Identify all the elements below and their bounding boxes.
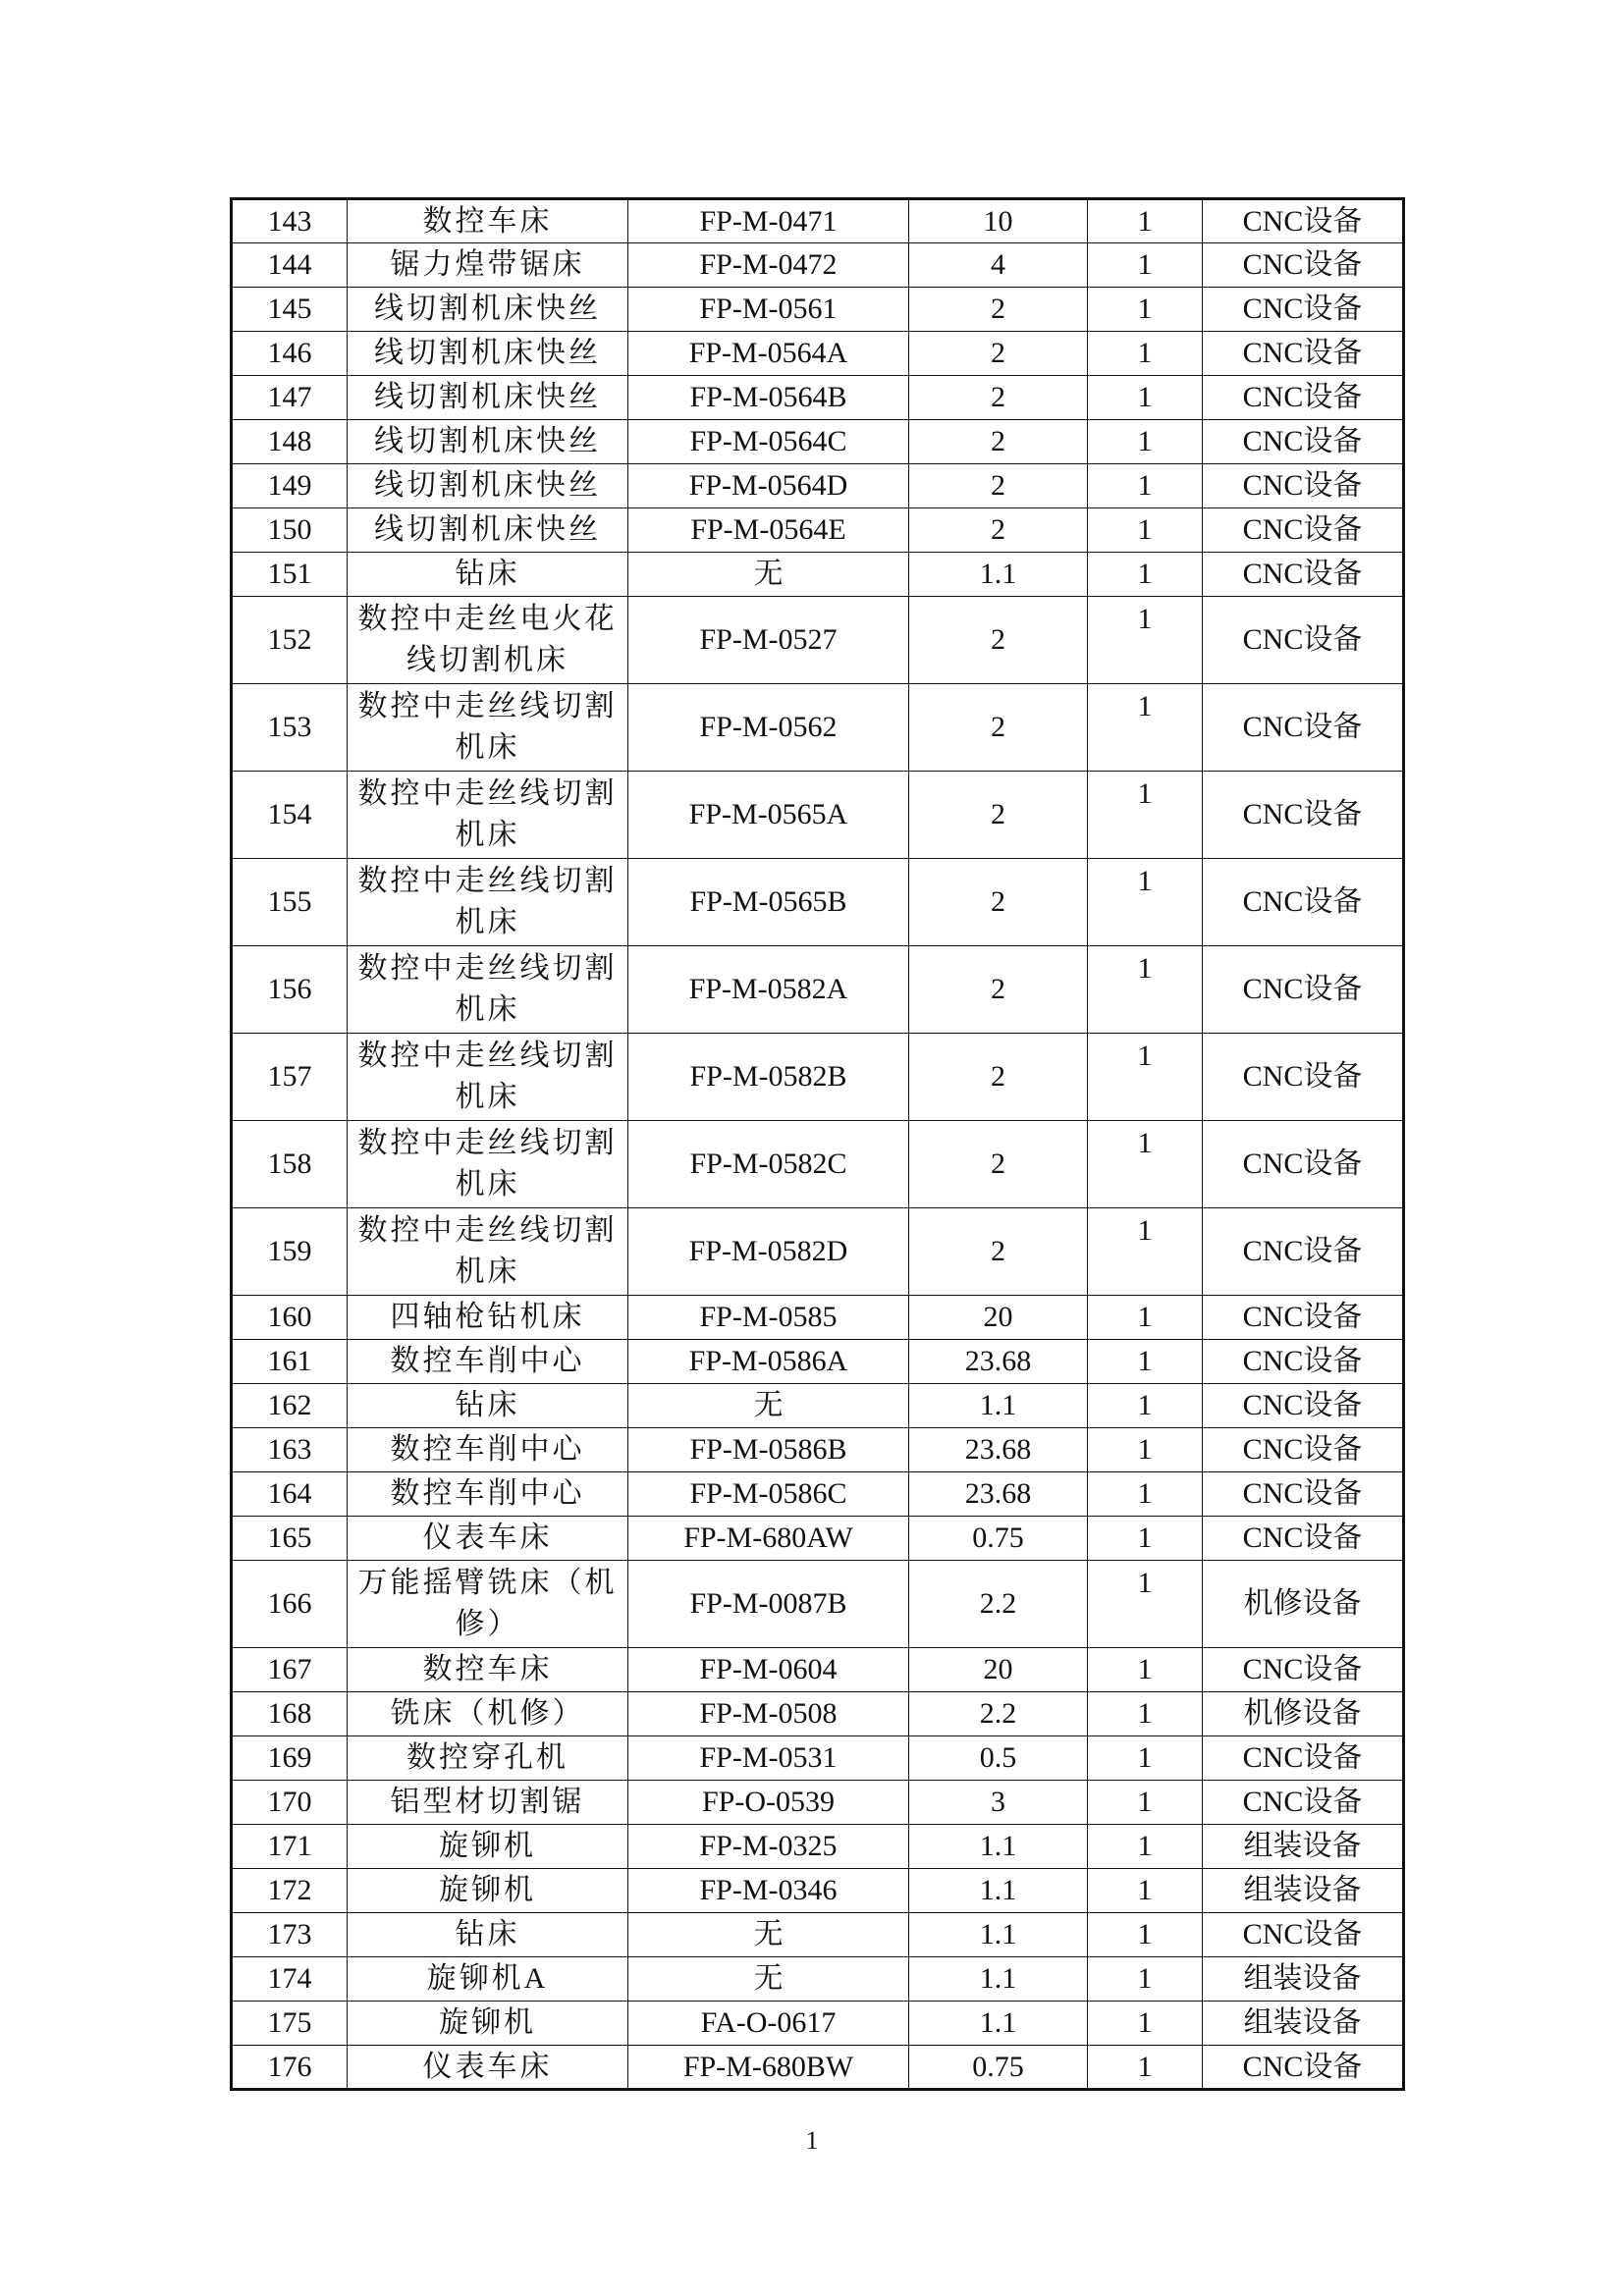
category-cell: 组装设备 — [1203, 1825, 1404, 1869]
equipment-name-cell: 线切割机床快丝 — [348, 508, 628, 553]
quantity-cell: 1 — [1088, 946, 1203, 1034]
power-cell: 2 — [909, 508, 1088, 553]
equipment-name-cell: 线切割机床快丝 — [348, 420, 628, 464]
equipment-code-cell: FA-O-0617 — [628, 2002, 909, 2046]
table-row — [232, 597, 1404, 684]
power-cell: 0.5 — [909, 1736, 1088, 1781]
quantity-cell: 1 — [1088, 1517, 1203, 1561]
equipment-code-cell: FP-M-0564C — [628, 420, 909, 464]
row-number-cell: 167 — [232, 1648, 348, 1692]
power-cell: 2 — [909, 1208, 1088, 1296]
equipment-code-cell: FP-M-0565A — [628, 772, 909, 859]
quantity-cell: 1 — [1088, 199, 1203, 243]
row-number-cell: 172 — [232, 1869, 348, 1913]
equipment-table-body — [232, 199, 1404, 2090]
category-cell: CNC设备 — [1203, 1913, 1404, 1957]
row-number-cell: 175 — [232, 2002, 348, 2046]
equipment-name-cell: 旋铆机A — [348, 1957, 628, 2002]
category-cell: 组装设备 — [1203, 1869, 1404, 1913]
row-number-cell: 158 — [232, 1121, 348, 1208]
power-cell: 23.68 — [909, 1428, 1088, 1472]
power-cell: 2 — [909, 332, 1088, 376]
equipment-name-cell: 数控车床 — [348, 199, 628, 243]
quantity-cell: 1 — [1088, 464, 1203, 508]
table-row — [232, 1825, 1404, 1869]
category-cell: CNC设备 — [1203, 332, 1404, 376]
power-cell: 2 — [909, 859, 1088, 946]
equipment-table — [230, 197, 1405, 2091]
category-cell: CNC设备 — [1203, 243, 1404, 288]
category-cell: CNC设备 — [1203, 1472, 1404, 1517]
power-cell: 2 — [909, 597, 1088, 684]
equipment-code-cell: FP-M-0582A — [628, 946, 909, 1034]
table-row — [232, 1296, 1404, 1340]
category-cell: CNC设备 — [1203, 684, 1404, 772]
quantity-cell: 1 — [1088, 1561, 1203, 1648]
quantity-cell: 1 — [1088, 553, 1203, 597]
quantity-cell: 1 — [1088, 1472, 1203, 1517]
equipment-name-cell: 数控中走丝线切割机床 — [348, 772, 628, 859]
quantity-cell: 1 — [1088, 1869, 1203, 1913]
table-row — [232, 1913, 1404, 1957]
table-row — [232, 1428, 1404, 1472]
equipment-code-cell: FP-M-0325 — [628, 1825, 909, 1869]
equipment-name-cell: 数控车削中心 — [348, 1428, 628, 1472]
quantity-cell: 1 — [1088, 2002, 1203, 2046]
row-number-cell: 152 — [232, 597, 348, 684]
equipment-code-cell: FP-M-680AW — [628, 1517, 909, 1561]
row-number-cell: 146 — [232, 332, 348, 376]
row-number-cell: 154 — [232, 772, 348, 859]
equipment-name-cell: 线切割机床快丝 — [348, 288, 628, 332]
equipment-name-cell: 铣床（机修） — [348, 1692, 628, 1736]
equipment-name-cell: 钻床 — [348, 553, 628, 597]
quantity-cell: 1 — [1088, 1825, 1203, 1869]
equipment-name-cell: 数控车削中心 — [348, 1472, 628, 1517]
category-cell: CNC设备 — [1203, 2046, 1404, 2090]
table-row — [232, 420, 1404, 464]
equipment-code-cell: 无 — [628, 1384, 909, 1428]
row-number-cell: 164 — [232, 1472, 348, 1517]
power-cell: 1.1 — [909, 553, 1088, 597]
equipment-name-cell: 钻床 — [348, 1913, 628, 1957]
equipment-name-cell: 线切割机床快丝 — [348, 332, 628, 376]
power-cell: 0.75 — [909, 1517, 1088, 1561]
row-number-cell: 171 — [232, 1825, 348, 1869]
quantity-cell: 1 — [1088, 1957, 1203, 2002]
category-cell: CNC设备 — [1203, 1428, 1404, 1472]
power-cell: 2 — [909, 376, 1088, 420]
power-cell: 0.75 — [909, 2046, 1088, 2090]
equipment-name-cell: 线切割机床快丝 — [348, 376, 628, 420]
power-cell: 2 — [909, 288, 1088, 332]
category-cell: CNC设备 — [1203, 1296, 1404, 1340]
power-cell: 1.1 — [909, 2002, 1088, 2046]
category-cell: CNC设备 — [1203, 1034, 1404, 1121]
equipment-name-cell: 数控中走丝线切割机床 — [348, 1121, 628, 1208]
category-cell: CNC设备 — [1203, 859, 1404, 946]
category-cell: CNC设备 — [1203, 1384, 1404, 1428]
equipment-name-cell: 旋铆机 — [348, 2002, 628, 2046]
equipment-name-cell: 仪表车床 — [348, 2046, 628, 2090]
power-cell: 23.68 — [909, 1472, 1088, 1517]
row-number-cell: 151 — [232, 553, 348, 597]
quantity-cell: 1 — [1088, 420, 1203, 464]
table-row — [232, 332, 1404, 376]
category-cell: CNC设备 — [1203, 1781, 1404, 1825]
power-cell: 2.2 — [909, 1561, 1088, 1648]
equipment-code-cell: FP-O-0539 — [628, 1781, 909, 1825]
category-cell: CNC设备 — [1203, 772, 1404, 859]
equipment-code-cell: FP-M-0471 — [628, 199, 909, 243]
equipment-name-cell: 数控中走丝线切割机床 — [348, 1034, 628, 1121]
equipment-code-cell: FP-M-0562 — [628, 684, 909, 772]
category-cell: CNC设备 — [1203, 288, 1404, 332]
category-cell: CNC设备 — [1203, 1121, 1404, 1208]
quantity-cell: 1 — [1088, 1034, 1203, 1121]
power-cell: 20 — [909, 1648, 1088, 1692]
table-row — [232, 508, 1404, 553]
equipment-name-cell: 数控车削中心 — [348, 1340, 628, 1384]
table-row — [232, 243, 1404, 288]
table-row — [232, 1781, 1404, 1825]
quantity-cell: 1 — [1088, 1692, 1203, 1736]
row-number-cell: 157 — [232, 1034, 348, 1121]
power-cell: 2 — [909, 1121, 1088, 1208]
quantity-cell: 1 — [1088, 1736, 1203, 1781]
power-cell: 23.68 — [909, 1340, 1088, 1384]
category-cell: CNC设备 — [1203, 199, 1404, 243]
quantity-cell: 1 — [1088, 332, 1203, 376]
row-number-cell: 156 — [232, 946, 348, 1034]
category-cell: 组装设备 — [1203, 2002, 1404, 2046]
equipment-name-cell: 旋铆机 — [348, 1825, 628, 1869]
power-cell: 1.1 — [909, 1913, 1088, 1957]
category-cell: CNC设备 — [1203, 508, 1404, 553]
power-cell: 2 — [909, 464, 1088, 508]
quantity-cell: 1 — [1088, 376, 1203, 420]
equipment-code-cell: FP-M-0582B — [628, 1034, 909, 1121]
category-cell: CNC设备 — [1203, 1736, 1404, 1781]
equipment-name-cell: 数控中走丝线切割机床 — [348, 946, 628, 1034]
quantity-cell: 1 — [1088, 1121, 1203, 1208]
category-cell: CNC设备 — [1203, 376, 1404, 420]
equipment-code-cell: FP-M-0582D — [628, 1208, 909, 1296]
table-row — [232, 1869, 1404, 1913]
equipment-name-cell: 旋铆机 — [348, 1869, 628, 1913]
equipment-name-cell: 钻床 — [348, 1384, 628, 1428]
equipment-code-cell: 无 — [628, 1913, 909, 1957]
equipment-name-cell: 数控中走丝线切割机床 — [348, 1208, 628, 1296]
row-number-cell: 159 — [232, 1208, 348, 1296]
quantity-cell: 1 — [1088, 1428, 1203, 1472]
equipment-name-cell: 仪表车床 — [348, 1517, 628, 1561]
equipment-code-cell: FP-M-0604 — [628, 1648, 909, 1692]
quantity-cell: 1 — [1088, 1781, 1203, 1825]
equipment-name-cell: 四轴枪钻机床 — [348, 1296, 628, 1340]
equipment-code-cell: FP-M-0586A — [628, 1340, 909, 1384]
row-number-cell: 160 — [232, 1296, 348, 1340]
equipment-code-cell: 无 — [628, 553, 909, 597]
quantity-cell: 1 — [1088, 1340, 1203, 1384]
row-number-cell: 163 — [232, 1428, 348, 1472]
power-cell: 3 — [909, 1781, 1088, 1825]
equipment-name-cell: 数控中走丝线切割机床 — [348, 859, 628, 946]
row-number-cell: 165 — [232, 1517, 348, 1561]
row-number-cell: 153 — [232, 684, 348, 772]
quantity-cell: 1 — [1088, 508, 1203, 553]
power-cell: 2 — [909, 420, 1088, 464]
category-cell: CNC设备 — [1203, 597, 1404, 684]
equipment-code-cell: FP-M-0564A — [628, 332, 909, 376]
power-cell: 2 — [909, 946, 1088, 1034]
equipment-name-cell: 线切割机床快丝 — [348, 464, 628, 508]
table-row — [232, 1121, 1404, 1208]
power-cell: 20 — [909, 1296, 1088, 1340]
row-number-cell: 174 — [232, 1957, 348, 2002]
row-number-cell: 148 — [232, 420, 348, 464]
quantity-cell: 1 — [1088, 1296, 1203, 1340]
table-row — [232, 1692, 1404, 1736]
table-row — [232, 376, 1404, 420]
equipment-name-cell: 数控车床 — [348, 1648, 628, 1692]
power-cell: 2 — [909, 1034, 1088, 1121]
equipment-code-cell: FP-M-0527 — [628, 597, 909, 684]
row-number-cell: 170 — [232, 1781, 348, 1825]
power-cell: 1.1 — [909, 1957, 1088, 2002]
category-cell: CNC设备 — [1203, 464, 1404, 508]
table-row — [232, 1561, 1404, 1648]
power-cell: 1.1 — [909, 1825, 1088, 1869]
category-cell: 机修设备 — [1203, 1692, 1404, 1736]
power-cell: 2 — [909, 684, 1088, 772]
equipment-name-cell: 锯力煌带锯床 — [348, 243, 628, 288]
table-row — [232, 2002, 1404, 2046]
quantity-cell: 1 — [1088, 1913, 1203, 1957]
equipment-code-cell: FP-M-0508 — [628, 1692, 909, 1736]
category-cell: CNC设备 — [1203, 1648, 1404, 1692]
equipment-code-cell: FP-M-680BW — [628, 2046, 909, 2090]
row-number-cell: 149 — [232, 464, 348, 508]
table-row — [232, 1957, 1404, 2002]
quantity-cell: 1 — [1088, 243, 1203, 288]
category-cell: CNC设备 — [1203, 1517, 1404, 1561]
quantity-cell: 1 — [1088, 2046, 1203, 2090]
category-cell: CNC设备 — [1203, 553, 1404, 597]
equipment-code-cell: 无 — [628, 1957, 909, 2002]
table-row — [232, 1034, 1404, 1121]
equipment-code-cell: FP-M-0087B — [628, 1561, 909, 1648]
quantity-cell: 1 — [1088, 772, 1203, 859]
equipment-code-cell: FP-M-0586B — [628, 1428, 909, 1472]
power-cell: 4 — [909, 243, 1088, 288]
equipment-code-cell: FP-M-0565B — [628, 859, 909, 946]
table-row — [232, 288, 1404, 332]
category-cell: CNC设备 — [1203, 1208, 1404, 1296]
quantity-cell: 1 — [1088, 1208, 1203, 1296]
quantity-cell: 1 — [1088, 684, 1203, 772]
quantity-cell: 1 — [1088, 597, 1203, 684]
row-number-cell: 144 — [232, 243, 348, 288]
row-number-cell: 161 — [232, 1340, 348, 1384]
equipment-code-cell: FP-M-0561 — [628, 288, 909, 332]
category-cell: CNC设备 — [1203, 1340, 1404, 1384]
table-row — [232, 772, 1404, 859]
row-number-cell: 169 — [232, 1736, 348, 1781]
table-row — [232, 199, 1404, 243]
category-cell: CNC设备 — [1203, 946, 1404, 1034]
table-row — [232, 553, 1404, 597]
table-row — [232, 1648, 1404, 1692]
row-number-cell: 145 — [232, 288, 348, 332]
equipment-code-cell: FP-M-0585 — [628, 1296, 909, 1340]
row-number-cell: 166 — [232, 1561, 348, 1648]
table-row — [232, 1472, 1404, 1517]
power-cell: 1.1 — [909, 1869, 1088, 1913]
row-number-cell: 168 — [232, 1692, 348, 1736]
quantity-cell: 1 — [1088, 1384, 1203, 1428]
table-row — [232, 1340, 1404, 1384]
power-cell: 1.1 — [909, 1384, 1088, 1428]
power-cell: 10 — [909, 199, 1088, 243]
table-row — [232, 2046, 1404, 2090]
row-number-cell: 147 — [232, 376, 348, 420]
table-row — [232, 464, 1404, 508]
quantity-cell: 1 — [1088, 1648, 1203, 1692]
table-row — [232, 946, 1404, 1034]
category-cell: CNC设备 — [1203, 420, 1404, 464]
row-number-cell: 176 — [232, 2046, 348, 2090]
equipment-code-cell: FP-M-0531 — [628, 1736, 909, 1781]
power-cell: 2.2 — [909, 1692, 1088, 1736]
table-row — [232, 1517, 1404, 1561]
equipment-name-cell: 数控穿孔机 — [348, 1736, 628, 1781]
quantity-cell: 1 — [1088, 288, 1203, 332]
table-row — [232, 859, 1404, 946]
equipment-code-cell: FP-M-0586C — [628, 1472, 909, 1517]
equipment-code-cell: FP-M-0564D — [628, 464, 909, 508]
row-number-cell: 150 — [232, 508, 348, 553]
equipment-name-cell: 铝型材切割锯 — [348, 1781, 628, 1825]
equipment-name-cell: 数控中走丝线切割机床 — [348, 684, 628, 772]
row-number-cell: 143 — [232, 199, 348, 243]
equipment-code-cell: FP-M-0564E — [628, 508, 909, 553]
row-number-cell: 155 — [232, 859, 348, 946]
category-cell: 机修设备 — [1203, 1561, 1404, 1648]
equipment-code-cell: FP-M-0472 — [628, 243, 909, 288]
equipment-name-cell: 万能摇臂铣床（机修） — [348, 1561, 628, 1648]
category-cell: 组装设备 — [1203, 1957, 1404, 2002]
page-number: 1 — [805, 2126, 819, 2155]
equipment-code-cell: FP-M-0346 — [628, 1869, 909, 1913]
table-row — [232, 684, 1404, 772]
table-row — [232, 1208, 1404, 1296]
row-number-cell: 173 — [232, 1913, 348, 1957]
quantity-cell: 1 — [1088, 859, 1203, 946]
equipment-code-cell: FP-M-0582C — [628, 1121, 909, 1208]
row-number-cell: 162 — [232, 1384, 348, 1428]
table-row — [232, 1384, 1404, 1428]
power-cell: 2 — [909, 772, 1088, 859]
equipment-name-cell: 数控中走丝电火花线切割机床 — [348, 597, 628, 684]
table-row — [232, 1736, 1404, 1781]
equipment-code-cell: FP-M-0564B — [628, 376, 909, 420]
